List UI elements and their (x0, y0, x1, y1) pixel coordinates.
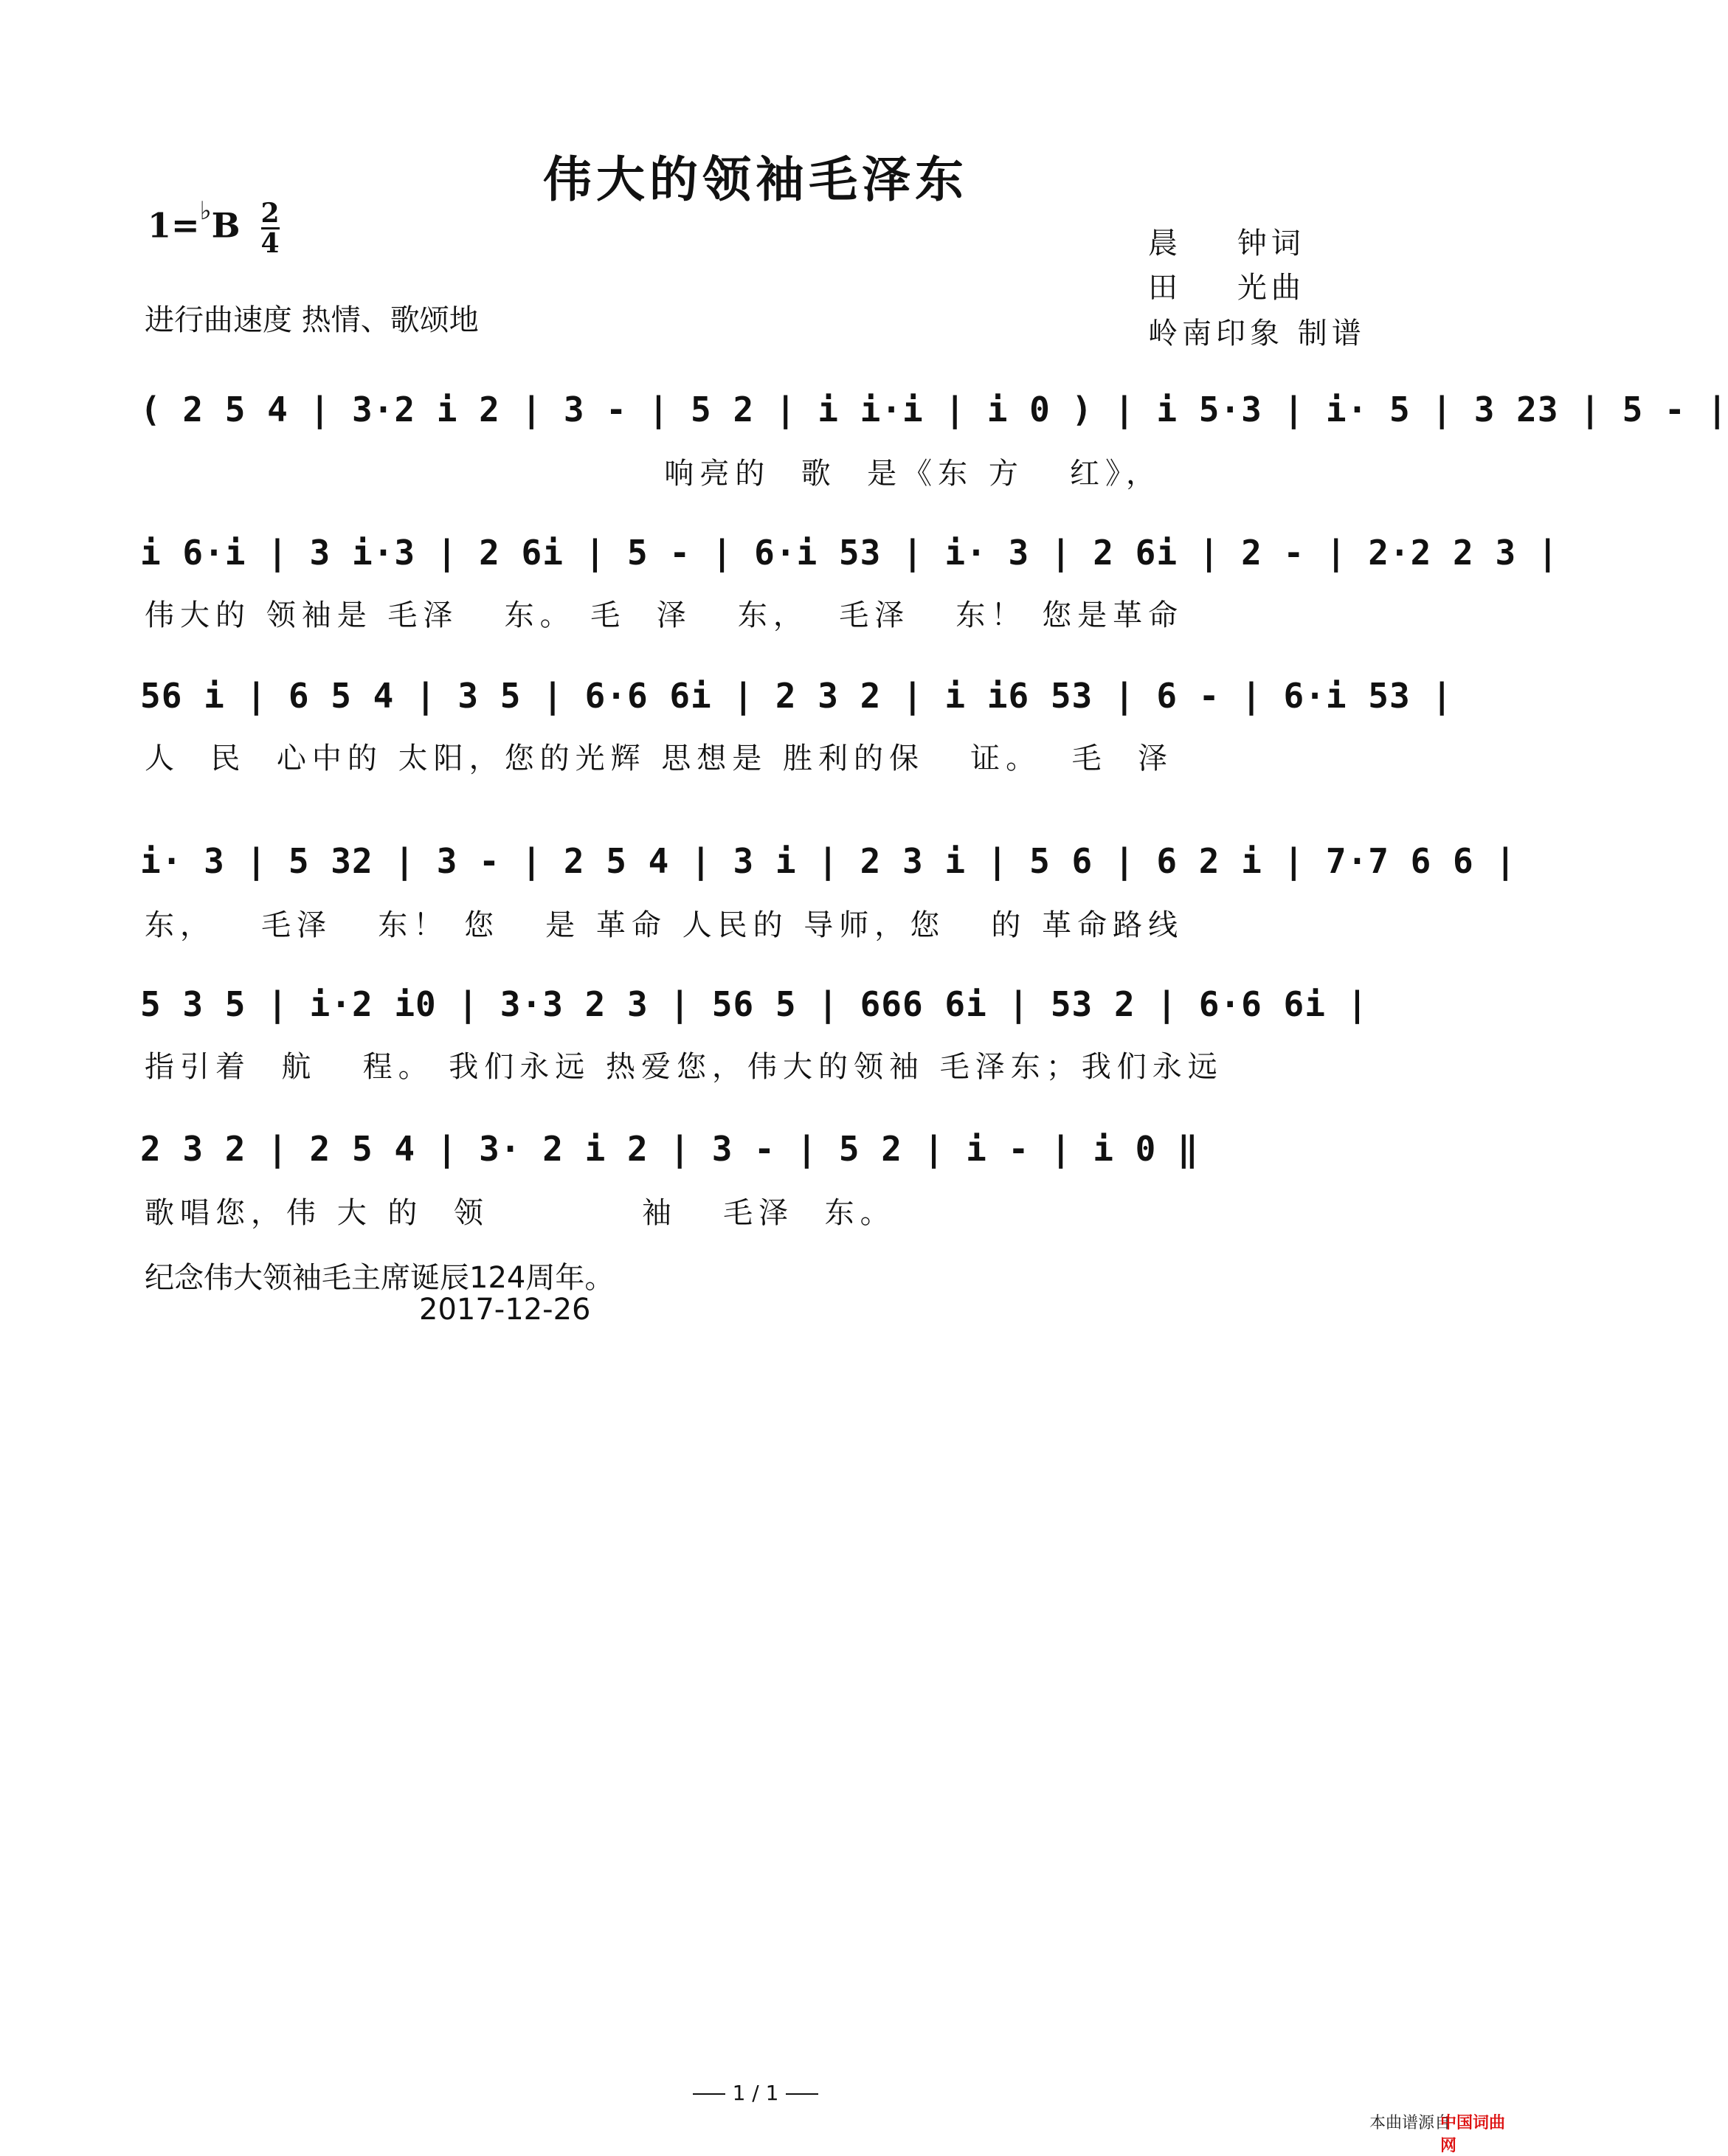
watermark-source: 本曲谱源自 (1369, 2114, 1451, 2132)
dedication-note: 纪念伟大领袖毛主席诞辰124周年。 (145, 1261, 615, 1295)
watermark-site: 中国词曲网 (1440, 2114, 1506, 2155)
lyric-line-4: 东， 毛泽 东！ 您 是 革命 人民的 导师，您 的 革命路线 (145, 908, 1184, 942)
notation-line-3: 56 i | 6 5 4 | 3 5 | 6·6 6i | 2 3 2 | i i6 53 | 6 - | 6·i 53 | (140, 676, 1454, 716)
flat-sign: ♭ (199, 196, 212, 226)
time-signature-top: 2 (260, 198, 280, 229)
page-number-text: 1 / 1 (732, 2081, 779, 2105)
lyric-line-5: 指引着 航 程。 我们永远 热爱您，伟大的领袖 毛泽东；我们永远 (145, 1050, 1223, 1084)
lyric-line-6: 歌唱您，伟 大 的 领 袖 毛泽 东。 (145, 1196, 896, 1230)
time-signature-bottom: 4 (260, 228, 280, 259)
lyric-line-2: 伟大的 领袖是 毛泽 东。 毛 泽 东， 毛泽 东！ 您是革命 (145, 598, 1184, 632)
song-title: 伟大的领袖毛泽东 (543, 151, 968, 208)
tempo-marking: 进行曲速度 热情、歌颂地 (145, 303, 479, 337)
key-prefix: 1= (148, 205, 200, 246)
credit-transcriber: 岭南印象 制谱 (1148, 317, 1366, 350)
key-signature (148, 196, 280, 259)
lyric-line-3: 人 民 心中的 太阳，您的光辉 思想是 胜利的保 证。 毛 泽 (145, 742, 1174, 775)
date-note: 2017-12-26 (419, 1293, 591, 1327)
notation-line-1: ( 2 5 4 | 3·2 i 2 | 3 - | 5 2 | i i·i | i 0 ) | i 5·3 | i· 5 | 3 23 | 5 - | (140, 390, 1728, 429)
notation-line-6: 2 3 2 | 2 5 4 | 3· 2 i 2 | 3 - | 5 2 | i - | i 0 ‖ (140, 1129, 1199, 1169)
credit-composer: 田 光曲 (1148, 271, 1305, 305)
credit-lyricist: 晨 钟词 (1148, 227, 1305, 260)
notation-line-2: i 6·i | 3 i·3 | 2 6i | 5 - | 6·i 53 | i· 3 | 2 6i | 2 - | 2·2 2 3 | (140, 533, 1559, 573)
key-note: B (211, 205, 241, 246)
notation-line-5: 5 3 5 | i·2 i0 | 3·3 2 3 | 56 5 | 666 6i | 53 2 | 6·6 6i | (140, 984, 1369, 1024)
lyric-line-1: 响亮的 歌 是《东 方 红》， (145, 457, 1162, 491)
time-signature (260, 198, 280, 259)
notation-line-4: i· 3 | 5 32 | 3 - | 2 5 4 | 3 i | 2 3 i | 5 6 | 6 2 i | 7·7 6 6 | (140, 841, 1517, 881)
page-number (0, 2081, 1511, 2105)
